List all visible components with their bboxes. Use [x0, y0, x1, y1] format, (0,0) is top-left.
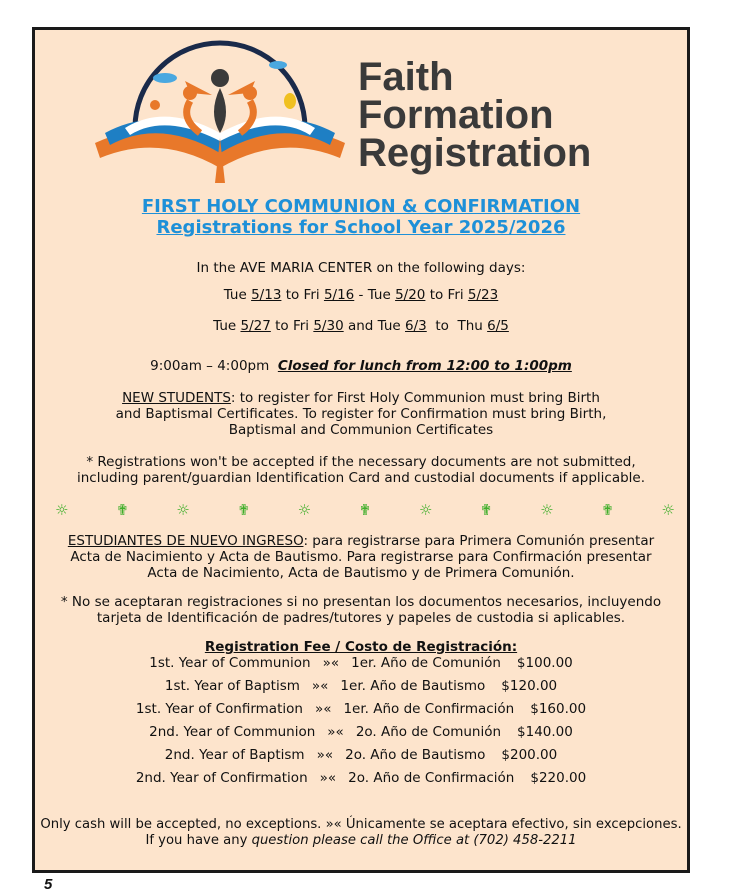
- schedule-date: 5/30: [313, 318, 344, 334]
- cross-icon: ✟: [358, 501, 372, 519]
- fee-price: $160.00: [530, 701, 587, 717]
- logo-title: [358, 55, 592, 175]
- schedule-text: to Fri: [425, 287, 468, 303]
- separator-icon: »«: [314, 701, 332, 717]
- fee-item-en: 1st. Year of Communion: [149, 655, 311, 671]
- sun-icon: ☼: [176, 501, 190, 519]
- schedule-date: 6/3: [405, 318, 427, 334]
- schedule-date: 5/16: [323, 287, 355, 303]
- notice-spanish-line-1: * No se aceptaran registraciones si no presentan los documentos necesarios, incluyendo: [60, 594, 662, 610]
- nuevo-text: : para registrarse para Primera Comunión presentar: [303, 533, 655, 549]
- fee-item-es: 2o. Año de Bautismo: [345, 747, 486, 763]
- office-hours: [35, 358, 687, 374]
- fee-item-en: 2nd. Year of Baptism: [164, 747, 305, 763]
- new-students-text: : to register for First Holy Communion must bring Birth: [230, 390, 600, 406]
- schedule-text: Tue: [223, 287, 252, 303]
- separator-icon: »«: [319, 770, 337, 786]
- nuevo-line-2: Acta de Nacimiento y Acta de Bautismo. Para registrarse para Confirmación presentar: [70, 549, 652, 565]
- footer-line-1: Only cash will be accepted, no exceptions. »« Únicamente se aceptara efectivo, sin excepciones.: [40, 817, 682, 832]
- schedule-date: 5/23: [467, 287, 499, 303]
- nuevo-line-3: Acta de Nacimiento, Acta de Bautismo y de Primera Comunión.: [147, 565, 575, 581]
- new-students-line-2: and Baptismal Certificates. To register for Confirmation must bring Birth,: [115, 406, 607, 422]
- schedule-row-1: [35, 287, 687, 303]
- fee-table-title: Registration Fee / Costo de Registración:: [204, 639, 518, 655]
- separator-icon: »«: [311, 678, 329, 694]
- fee-row: [35, 747, 687, 763]
- logo-line-3: Registration: [358, 131, 592, 175]
- fee-item-en: 2nd. Year of Communion: [149, 724, 316, 740]
- fee-item-es: 1er. Año de Confirmación: [343, 701, 515, 717]
- schedule-date: 5/20: [395, 287, 426, 303]
- fee-price: $140.00: [517, 724, 573, 740]
- cross-icon: ✟: [237, 501, 250, 519]
- schedule-text: to Fri: [270, 318, 314, 334]
- sun-icon: ☼: [297, 501, 312, 519]
- new-students-line-3: Baptismal and Communion Certificates: [228, 422, 494, 438]
- fee-row: [35, 770, 687, 786]
- fee-item-es: 2o. Año de Confirmación: [348, 770, 515, 786]
- schedule-date: 5/27: [240, 318, 271, 334]
- fee-item-en: 2nd. Year of Confirmation: [135, 770, 308, 786]
- fee-price: $120.00: [501, 678, 558, 694]
- heading-subtitle: Registrations for School Year 2025/2026: [156, 217, 566, 238]
- notice-english-line-1: * Registrations won't be accepted if the necessary documents are not submitted,: [86, 454, 636, 470]
- fee-item-en: 1st. Year of Baptism: [164, 678, 300, 694]
- symbol-divider: [55, 501, 675, 519]
- nuevo-line-1: [35, 533, 687, 549]
- schedule-date: 6/5: [487, 318, 509, 334]
- notice-english: [35, 454, 687, 486]
- logo-line-2: Formation: [358, 93, 554, 137]
- cross-icon: ✟: [601, 501, 614, 519]
- footer-notice: [35, 817, 687, 849]
- fee-item-es: 2o. Año de Comunión: [355, 724, 502, 740]
- notice-spanish: [35, 594, 687, 626]
- nuevo-ingreso-paragraph: [35, 533, 687, 581]
- notice-english-line-2: including parent/guardian Identification Card and custodial documents if applicable.: [76, 470, 646, 486]
- footer-contact: question please call the Office at (702) 458-2211: [251, 833, 577, 848]
- schedule-text: Tue: [213, 318, 241, 334]
- heading-title: FIRST HOLY COMMUNION & CONFIRMATION: [141, 196, 581, 217]
- hours-text: 9:00am – 4:00pm: [150, 358, 278, 374]
- footer-text: If you have any: [145, 833, 252, 848]
- faith-formation-logo-icon: [90, 33, 350, 193]
- schedule-intro: In the AVE MARIA CENTER on the following days:: [196, 260, 526, 276]
- fee-row: [35, 678, 687, 694]
- fee-item-es: 1er. Año de Bautismo: [340, 678, 486, 694]
- logo-line-1: Faith: [358, 55, 454, 99]
- fee-row: [35, 724, 687, 740]
- sun-icon: ☼: [418, 501, 433, 519]
- fee-price: $100.00: [516, 655, 573, 671]
- new-students-paragraph: [35, 390, 687, 438]
- flyer-page: [32, 27, 690, 873]
- fee-price: $220.00: [530, 770, 587, 786]
- sun-icon: ☼: [55, 501, 69, 519]
- notice-spanish-line-2: tarjeta de Identificación de padres/tutores y papeles de custodia si aplicables.: [96, 610, 626, 626]
- lunch-notice: Closed for lunch from 12:00 to 1:00pm: [277, 358, 572, 374]
- schedule-text: and Tue: [343, 318, 406, 334]
- fee-price: $200.00: [501, 747, 558, 763]
- sun-icon: ☼: [540, 501, 554, 519]
- schedule-row-2: [35, 318, 687, 334]
- separator-icon: »«: [322, 655, 340, 671]
- cross-icon: ✟: [479, 501, 493, 519]
- fee-item-en: 1st. Year of Confirmation: [135, 701, 303, 717]
- page-number: 5: [44, 876, 53, 893]
- nuevo-label: ESTUDIANTES DE NUEVO INGRESO: [67, 533, 304, 549]
- footer-line-2: [35, 833, 687, 849]
- schedule-text: - Tue: [354, 287, 396, 303]
- schedule-text: to Fri: [281, 287, 324, 303]
- schedule-text: to Thu: [426, 318, 488, 334]
- fee-item-es: 1er. Año de Comunión: [351, 655, 501, 671]
- new-students-label: NEW STUDENTS: [122, 390, 231, 406]
- cross-icon: ✟: [116, 501, 129, 519]
- fee-row: [35, 655, 687, 671]
- new-students-line-1: [35, 390, 687, 406]
- schedule-date: 5/13: [251, 287, 282, 303]
- fee-row: [35, 701, 687, 717]
- separator-icon: »«: [316, 747, 334, 763]
- separator-icon: »«: [327, 724, 344, 740]
- sun-icon: ☼: [661, 501, 675, 519]
